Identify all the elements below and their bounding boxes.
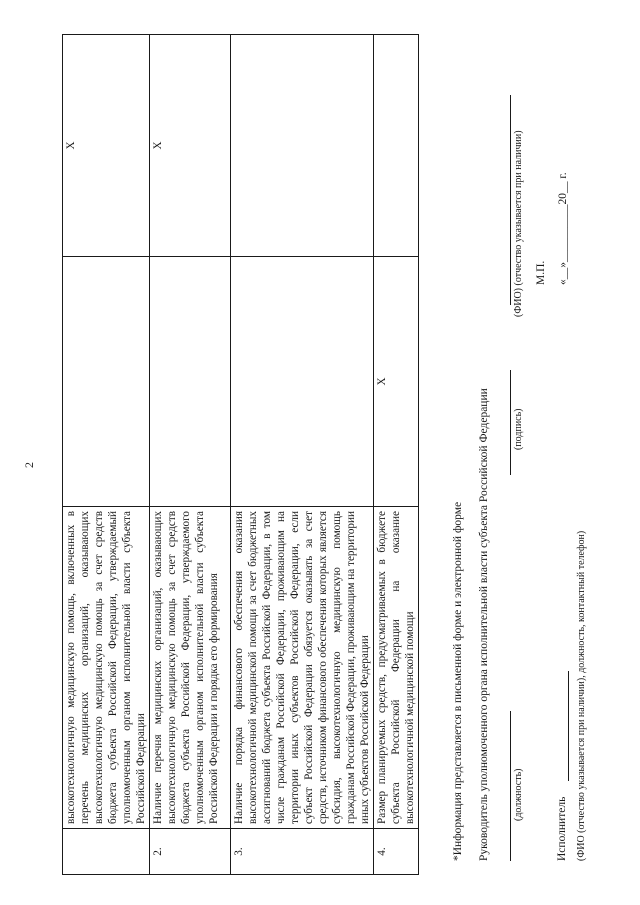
row-number: 2. — [150, 829, 231, 875]
signature-line — [510, 370, 511, 475]
table-row — [150, 35, 231, 875]
executor-line — [568, 671, 569, 781]
signature-caption: (подпись) — [513, 408, 524, 450]
fio-line — [510, 95, 511, 305]
row-value-col4: X — [63, 35, 150, 257]
row-value-col3: X — [374, 257, 419, 507]
criteria-table — [62, 34, 419, 875]
row-value-col4 — [231, 35, 374, 257]
page-number: 2 — [22, 462, 36, 468]
row-description: высокотехнологичную медицинскую помощь, включенных в перечень медицинских организаций, оказывающих высокотехнологичную медицинскую помощь за счет средств бюджета субъекта Российской Федерации, утверждаемый уполномоченным органом исполнительной власти субъекта Российской Федерации — [63, 507, 150, 829]
row-number: 3. — [231, 829, 374, 875]
table-row — [374, 35, 419, 875]
executor-label: Исполнитель — [556, 796, 568, 861]
signatory-heading: Руководитель уполномоченного органа исполнительной власти субъекта Российской Федерации — [478, 388, 490, 861]
row-description: Наличие порядка финансового обеспечения оказания высокотехнологичной медицинской помощи за счет бюджетных ассигнований бюджета субъекта Российской Федерации, в том числе гражданам Российской Федерации, проживающим на территории иных субъектов Российской Федерации, если субъект Российской Федерации обязуется оказывать за счет средств, источником финансового обеспечения которых является субсидия, высокотехнологичную медицинскую помощь гражданам Российской Федерации, проживающим на территории иных субъектов Российской Федерации — [231, 507, 374, 829]
table-row — [231, 35, 374, 875]
executor-caption: (ФИО (отчество указывается при наличии), должность, контактный телефон) — [576, 530, 587, 861]
signature-date: «__»__________20__ г. — [557, 172, 569, 285]
row-description: Размер планируемых средств, предусматриваемых в бюджете субъекта Российской Федерации на оказание высокотехнологичной медицинской помощи — [374, 507, 419, 829]
footnote: *Информация представляется в письменной форме и электронной форме — [452, 501, 464, 861]
row-value-col3 — [231, 257, 374, 507]
fio-caption: (ФИО) (отчество указывается при наличии) — [513, 130, 524, 317]
row-description: Наличие перечня медицинских организаций, оказывающих высокотехнологичную медицинскую помощь за счет средств бюджета субъекта Российской Федерации, утверждаемого уполномоченным органом исполнительной власти субъекта Российской Федерации и порядка его формирования — [150, 507, 231, 829]
row-value-col3 — [63, 257, 150, 507]
row-number: 4. — [374, 829, 419, 875]
row-number — [63, 829, 150, 875]
row-value-col4 — [374, 35, 419, 257]
stamp-mark: М.П. — [535, 260, 547, 285]
position-caption: (должность) — [513, 768, 524, 821]
row-value-col4: X — [150, 35, 231, 257]
table-row — [63, 35, 150, 875]
row-value-col3 — [150, 257, 231, 507]
position-line — [510, 711, 511, 861]
